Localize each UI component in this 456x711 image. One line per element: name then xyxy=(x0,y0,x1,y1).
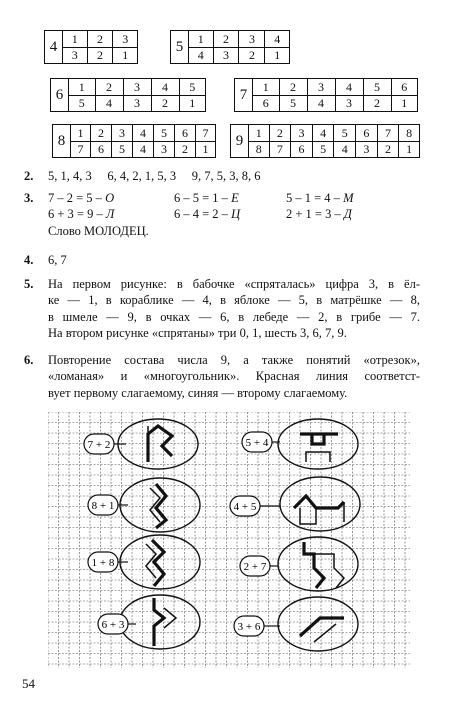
equation xyxy=(174,206,240,222)
decomposition-cell: 3 xyxy=(291,125,313,141)
decomposition-box-7 xyxy=(234,78,418,112)
decomposition-cell: 7 xyxy=(269,141,291,157)
broken-line xyxy=(300,618,344,636)
decomposition-cell: 1 xyxy=(253,79,279,95)
label-text: 8 + 1 xyxy=(91,500,115,512)
item-number: 3. xyxy=(24,191,34,205)
decomposition-cell: 1 xyxy=(391,95,417,111)
decomposition-cell: 4 xyxy=(133,125,154,141)
decomposition-cell: 5 xyxy=(363,79,391,95)
decomposition-cell: 2 xyxy=(269,125,291,141)
item-text: 6, 7 xyxy=(48,253,67,267)
label-text: 3 + 6 xyxy=(237,621,261,633)
decomposition-table xyxy=(71,125,215,157)
decomposition-table xyxy=(253,79,417,111)
decomposition-cell: 4 xyxy=(312,125,334,141)
equation-text: 6 – 5 = 1 – xyxy=(174,191,232,205)
equation-text: 6 + 3 = 9 – xyxy=(48,207,106,221)
equation-text: 5 – 1 = 4 – xyxy=(286,191,344,205)
decomposition-cell: 6 xyxy=(291,141,313,157)
decomposition-cell: 6 xyxy=(391,79,417,95)
decomposition-cell: 4 xyxy=(265,31,289,47)
decomposition-cell: 2 xyxy=(95,79,123,95)
label-text: 6 + 3 xyxy=(101,619,125,631)
equation-letter: Д xyxy=(343,207,352,221)
decomposition-cell: 3 xyxy=(113,31,137,47)
decomposition-cell: 1 xyxy=(196,141,216,157)
equation-letter: Ц xyxy=(231,207,241,221)
label-text: 5 + 4 xyxy=(245,437,269,449)
decomposition-box-6 xyxy=(50,78,206,112)
decomposition-cell: 8 xyxy=(399,125,419,141)
oval xyxy=(280,477,360,531)
item-line: в шмеле — 9, в очках — 6, в лебеде — 2, в грибе — 7. xyxy=(48,309,420,324)
decomposition-cell: 5 xyxy=(69,95,95,111)
decomposition-box-9 xyxy=(230,124,420,158)
item-number: 5. xyxy=(24,277,34,291)
equation xyxy=(48,190,114,206)
broken-line xyxy=(154,598,164,646)
decomposition-cell: 2 xyxy=(377,141,399,157)
decomposition-cell: 5 xyxy=(112,141,133,157)
figure-group-8-plus-1 xyxy=(88,478,200,532)
equation xyxy=(174,190,239,206)
decomposition-cell: 2 xyxy=(151,95,179,111)
label-text: 7 + 2 xyxy=(87,439,111,451)
box-number: 8 xyxy=(53,125,71,157)
grid-figure xyxy=(48,412,410,668)
decomposition-table xyxy=(69,79,205,111)
equation-text: 6 – 4 = 2 – xyxy=(174,207,232,221)
decomposition-cell: 3 xyxy=(335,95,363,111)
box-number: 7 xyxy=(235,79,253,111)
decomposition-cell: 3 xyxy=(123,95,151,111)
item-number: 2. xyxy=(24,169,34,183)
decomposition-cell: 1 xyxy=(189,31,213,47)
decomposition-cell: 6 xyxy=(175,125,196,141)
decomposition-cell: 3 xyxy=(63,47,87,63)
decomposition-cell: 4 xyxy=(307,95,335,111)
equation-text: 2 + 1 = 3 – xyxy=(286,207,344,221)
item-line: На первом рисунке: в бабочке «спряталась» цифра 3, в ёл- xyxy=(48,277,420,291)
decomposition-cell: 4 xyxy=(151,79,179,95)
decomposition-cell: 2 xyxy=(279,79,307,95)
item-line: «ломаная» и «многоугольник». Красная линия соответст- xyxy=(48,369,420,384)
decomposition-cell: 1 xyxy=(399,141,419,157)
broken-line-thin xyxy=(300,508,316,524)
decomposition-cell: 3 xyxy=(307,79,335,95)
decomposition-cell: 3 xyxy=(239,31,265,47)
decomposition-box-4 xyxy=(44,30,138,64)
figure-group-7-plus-2 xyxy=(84,419,198,469)
box-number: 4 xyxy=(45,31,63,63)
decomposition-cell: 7 xyxy=(196,125,216,141)
equation-letter: Л xyxy=(105,207,115,221)
decomposition-cell: 4 xyxy=(334,141,356,157)
decomposition-cell: 2 xyxy=(363,95,391,111)
label-text: 2 + 7 xyxy=(243,561,267,573)
decomposition-box-8 xyxy=(52,124,216,158)
figure-group-1-plus-8 xyxy=(88,535,200,589)
item-number: 4. xyxy=(24,253,34,267)
decomposition-cell: 2 xyxy=(87,31,113,47)
broken-line xyxy=(152,540,164,586)
decomposition-cell: 3 xyxy=(213,47,239,63)
equation-letter: Е xyxy=(231,191,239,205)
decomposition-cell: 3 xyxy=(112,125,133,141)
equation xyxy=(286,190,353,206)
decomposition-cell: 7 xyxy=(377,125,399,141)
equation xyxy=(48,206,114,222)
label-text: 4 + 5 xyxy=(233,501,257,513)
decomposition-cell: 2 xyxy=(87,47,113,63)
broken-line-thin xyxy=(306,452,330,462)
decomposition-cell: 5 xyxy=(179,79,205,95)
page-number: 54 xyxy=(22,676,35,691)
item-text: 5, 1, 4, 3 6, 4, 2, 1, 5, 3 9, 7, 5, 3, 8, 6 xyxy=(48,169,261,183)
label-text: 1 + 8 xyxy=(91,557,115,569)
decomposition-cell: 5 xyxy=(154,125,175,141)
decomposition-cell: 3 xyxy=(356,141,378,157)
decomposition-box-5 xyxy=(170,30,290,64)
decomposition-cell: 3 xyxy=(154,141,175,157)
broken-line xyxy=(156,484,166,528)
decomposition-cell: 1 xyxy=(113,47,137,63)
decomposition-cell: 5 xyxy=(334,125,356,141)
decomposition-cell: 1 xyxy=(63,31,87,47)
item-line: ке — 1, в кораблике — 4, в яблоке — 5, в матрёшке — 8, xyxy=(48,293,420,308)
equation-text: 7 – 2 = 5 – xyxy=(48,191,106,205)
item-number: 6. xyxy=(24,353,34,367)
item-line: На втором рисунке «спрятаны» три 0, 1, шесть 3, 6, 7, 9. xyxy=(48,325,347,340)
decomposition-cell: 2 xyxy=(239,47,265,63)
equation-letter: М xyxy=(343,191,354,205)
decomposition-cell: 2 xyxy=(175,141,196,157)
decomposition-cell: 3 xyxy=(123,79,151,95)
broken-line-thin xyxy=(314,624,336,642)
decomposition-cell: 6 xyxy=(253,95,279,111)
decomposition-cell: 2 xyxy=(213,31,239,47)
decomposition-cell: 7 xyxy=(71,141,91,157)
decomposition-table xyxy=(63,31,137,63)
decomposition-cell: 4 xyxy=(335,79,363,95)
decomposition-table xyxy=(189,31,289,63)
decomposition-cell: 2 xyxy=(91,125,112,141)
box-number: 9 xyxy=(231,125,249,157)
decomposition-cell: 6 xyxy=(356,125,378,141)
decomposition-cell: 1 xyxy=(249,125,269,141)
decomposition-cell: 1 xyxy=(179,95,205,111)
decomposition-cell: 5 xyxy=(312,141,334,157)
decomposition-cell: 4 xyxy=(133,141,154,157)
decomposition-cell: 5 xyxy=(279,95,307,111)
item-line: Повторение состава числа 9, а также понятий «отрезок», xyxy=(48,353,420,367)
answer-word: Слово МОЛОДЕЦ. xyxy=(48,224,149,238)
decomposition-cell: 4 xyxy=(189,47,213,63)
decomposition-cell: 1 xyxy=(69,79,95,95)
broken-line xyxy=(148,426,172,462)
decomposition-cell: 4 xyxy=(95,95,123,111)
decomposition-cell: 1 xyxy=(71,125,91,141)
box-number: 5 xyxy=(171,31,189,63)
box-number: 6 xyxy=(51,79,69,111)
figure-group-4-plus-5 xyxy=(230,477,360,531)
item-line: вует первому слагаемому, синяя — второму слагаемому. xyxy=(48,385,348,400)
decomposition-cell: 6 xyxy=(91,141,112,157)
decomposition-table xyxy=(249,125,419,157)
decomposition-cell: 1 xyxy=(265,47,289,63)
equation xyxy=(286,206,352,222)
oval xyxy=(278,537,358,591)
equation-letter: О xyxy=(105,191,115,205)
decomposition-cell: 8 xyxy=(249,141,269,157)
